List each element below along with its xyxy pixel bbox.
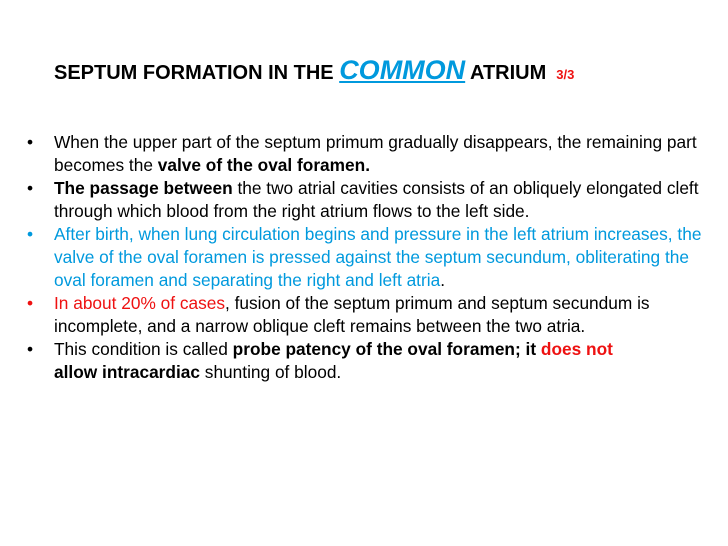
bullet-icon: • [27,339,34,359]
bullet-2-bold: The passage between [54,178,233,198]
bullet-1-text: When the upper part of the septum primum gradually disappears, the remaining part becomes the [54,132,697,175]
bullet-item-1 [24,131,714,177]
bullet-5-bold-2: allow intracardiac [54,362,200,382]
bullet-item-5 [24,338,714,384]
bullet-1-bold: valve of the oval foramen. [157,155,370,175]
page-indicator: 3/3 [556,67,575,82]
bullet-icon: • [27,178,34,198]
bullet-3-blue-text: After birth, when lung circulation begins and pressure in the left atrium increases, the valve of the oval foramen is pressed against the septum secundum, obliterating the oval foramen and separating the right and left atria [54,224,702,290]
bullet-list [24,131,714,384]
bullet-icon: • [27,224,34,244]
bullet-item-2 [24,177,714,223]
bullet-item-4 [24,292,714,338]
title-suffix: ATRIUM [465,62,547,84]
bullet-4-text: , fusion of the septum primum and septum secundum is incomplete, and a narrow oblique cleft remains between the two atria. [54,293,650,336]
bullet-2-text: the two atrial cavities consists of an obliquely elongated cleft through which blood from the right atrium flows to the left side. [54,178,699,221]
slide-title [54,46,714,99]
bullet-3-period: . [440,270,445,290]
bullet-4-red-text: In about 20% of cases [54,293,226,313]
title-prefix: SEPTUM FORMATION IN THE [54,62,340,84]
title-emphasis: COMMON [339,55,466,85]
bullet-icon: • [27,132,34,152]
bullet-item-3 [24,223,714,292]
bullet-5-text: This condition is called [54,339,233,359]
bullet-5-text-2: shunting of blood. [200,362,342,382]
bullet-5-red-bold: does not [540,339,613,359]
bullet-icon: • [27,293,34,313]
bullet-5-bold: probe patency of the oval foramen; it [232,339,541,359]
